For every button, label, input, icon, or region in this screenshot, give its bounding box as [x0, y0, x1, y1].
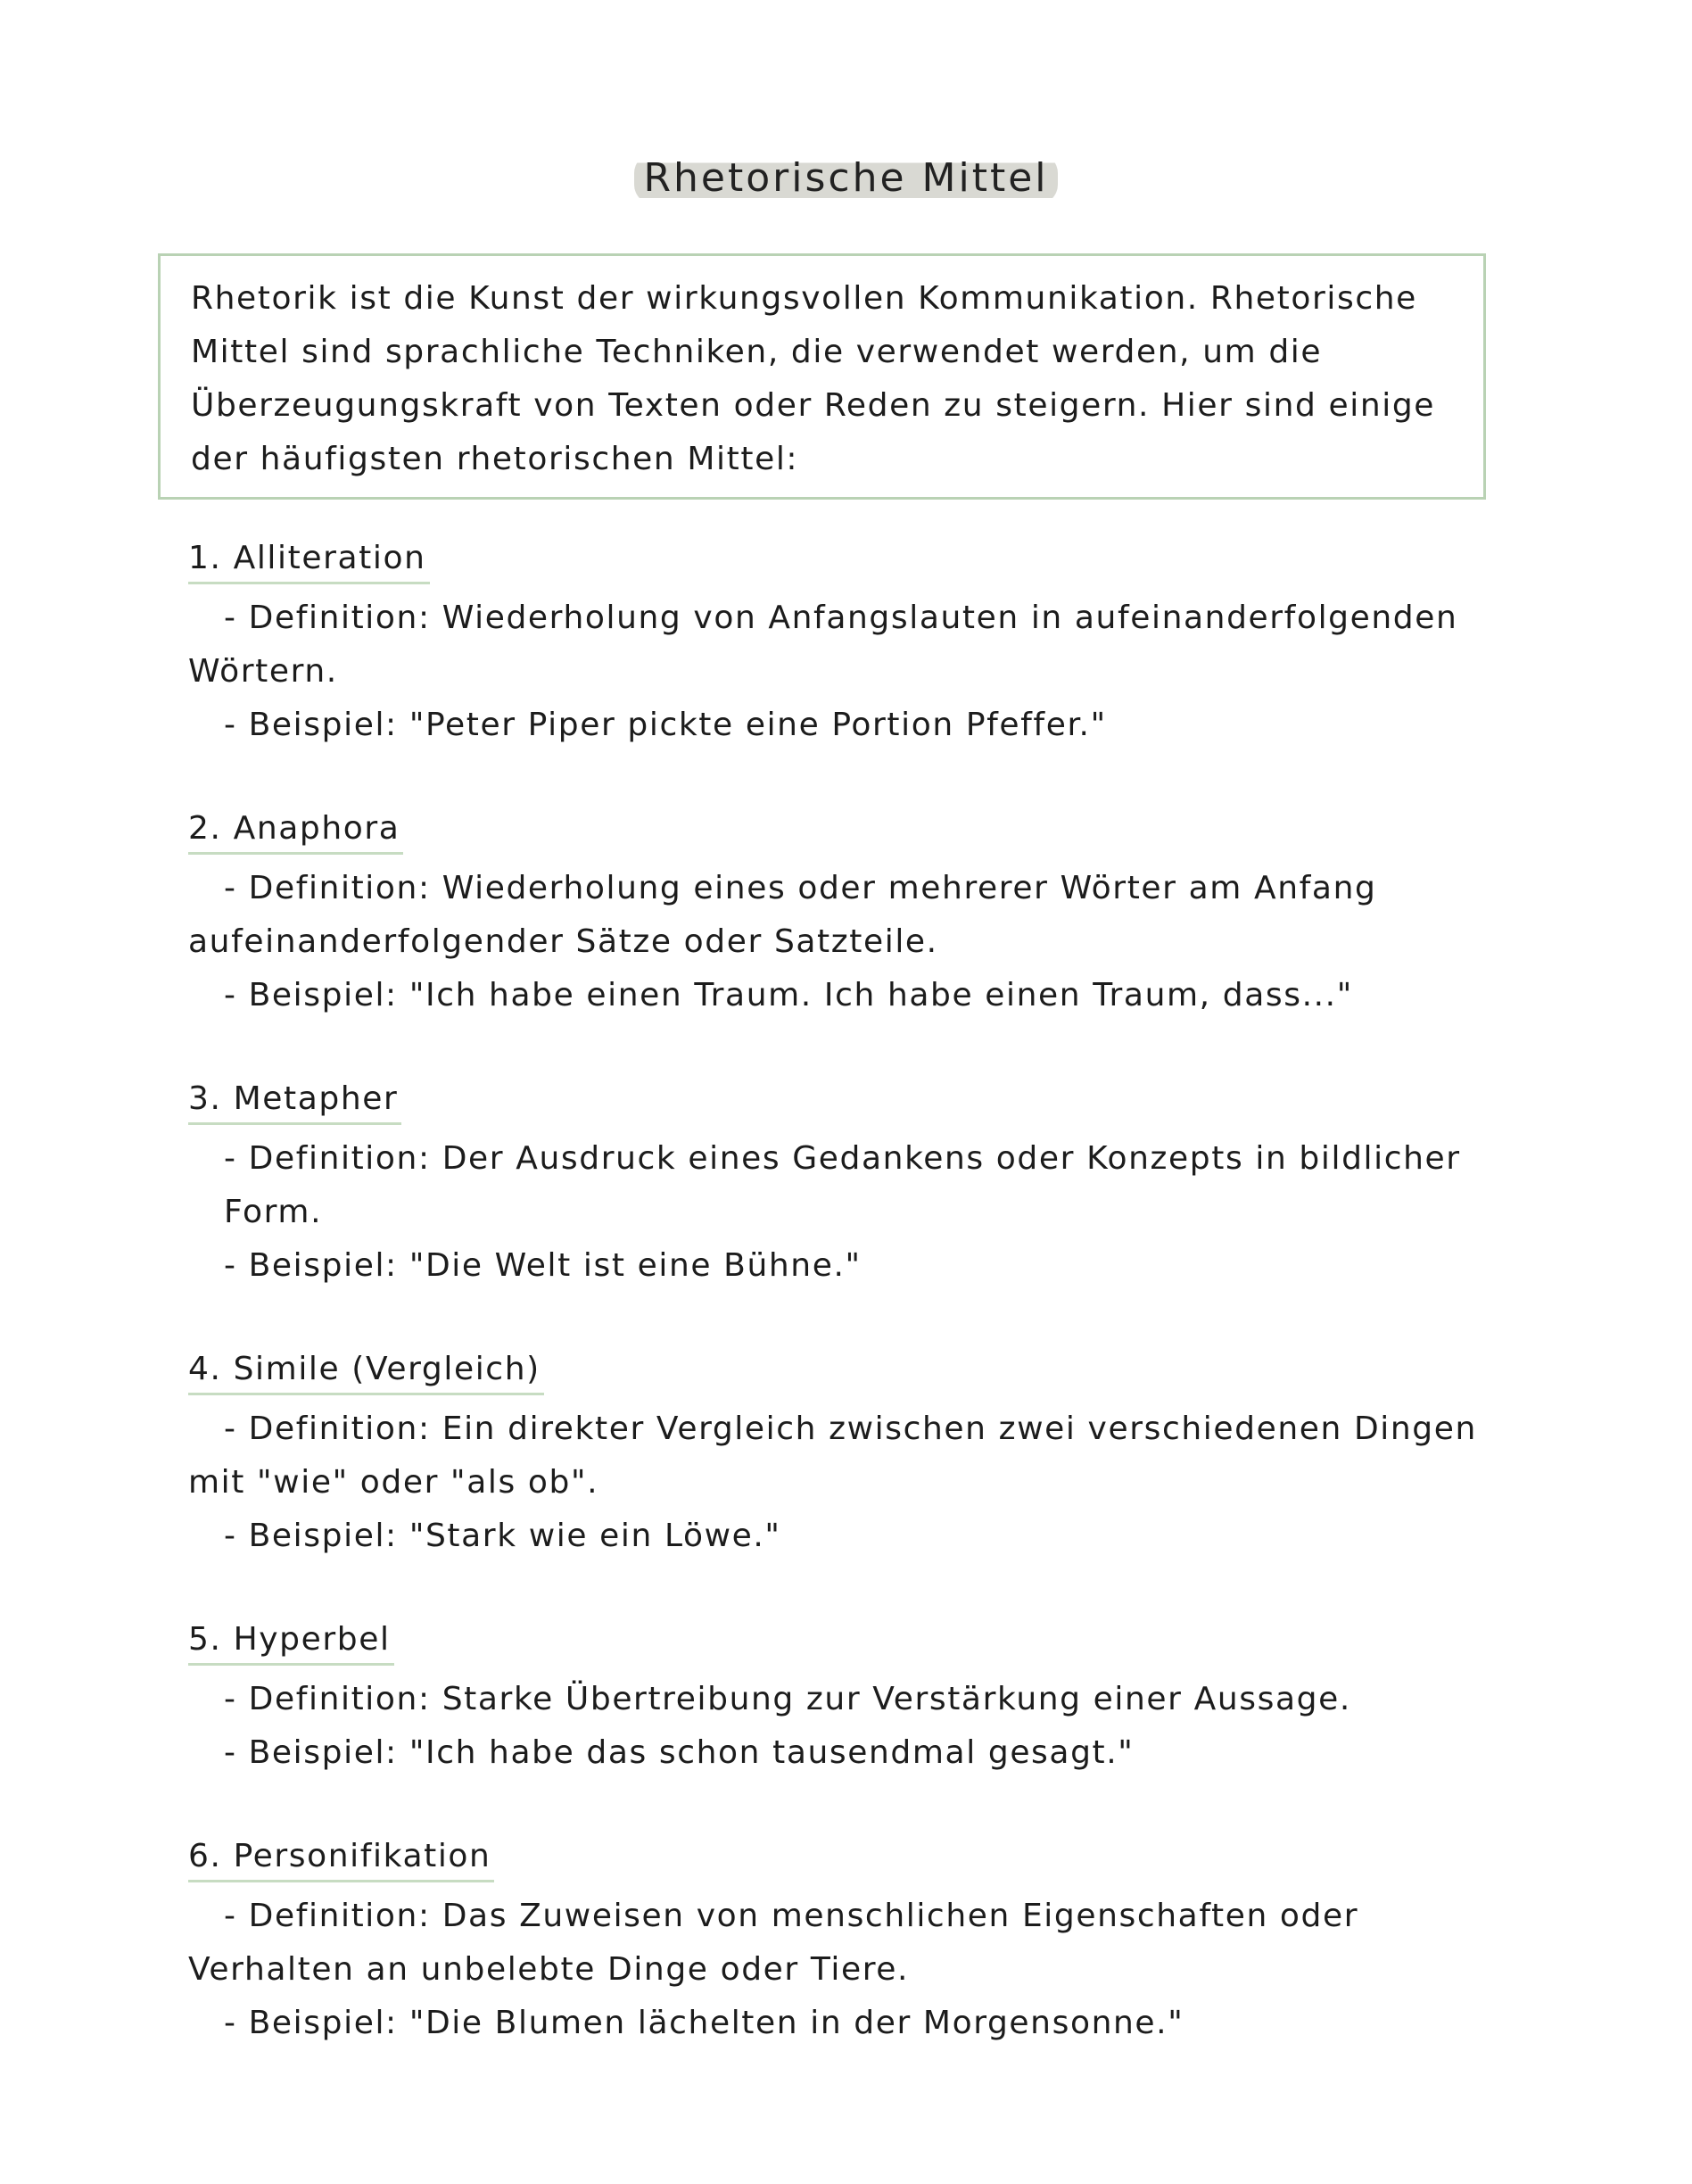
- intro-text: Rhetorik ist die Kunst der wirkungsvollen Kommunikation. Rhetorische Mittel sind sprachliche Techniken, die verwendet werden, um die Überzeugungskraft von Texten oder Reden zu steigern. Hier sind einige der häufigsten rhetorischen Mittel:: [191, 280, 1436, 477]
- item-definition: - Definition: Wiederholung von Anfangslauten in aufeinanderfolgenden Wörtern.: [188, 600, 1458, 690]
- rhetoric-list: [188, 535, 1490, 2104]
- item-heading: 1. Alliteration: [188, 535, 430, 584]
- list-item-personifikation: [188, 1833, 1490, 2050]
- item-example: - Beispiel: "Ich habe einen Traum. Ich habe einen Traum, dass...": [224, 977, 1353, 1013]
- item-heading: 6. Personifikation: [188, 1833, 494, 1882]
- item-definition: - Definition: Starke Übertreibung zur Verstärkung einer Aussage.: [224, 1681, 1351, 1717]
- item-definition: - Definition: Der Ausdruck eines Gedankens oder Konzepts in bildlicher Form.: [224, 1140, 1461, 1230]
- list-item-hyperbel: [188, 1617, 1490, 1780]
- item-example: - Beispiel: "Peter Piper pickte eine Portion Pfeffer.": [224, 707, 1107, 743]
- item-heading: 2. Anaphora: [188, 806, 403, 855]
- page-title: Rhetorische Mittel: [634, 153, 1057, 204]
- intro-box: [158, 253, 1486, 500]
- item-example: - Beispiel: "Ich habe das schon tausendmal gesagt.": [224, 1734, 1135, 1771]
- item-heading: 3. Metapher: [188, 1076, 401, 1125]
- item-heading: 5. Hyperbel: [188, 1617, 394, 1666]
- title-wrapper: [0, 153, 1692, 204]
- item-example: - Beispiel: "Die Blumen lächelten in der Morgensonne.": [224, 2005, 1184, 2041]
- list-item-anaphora: [188, 806, 1490, 1022]
- item-definition: - Definition: Wiederholung eines oder mehrerer Wörter am Anfang aufeinanderfolgender Sätze oder Satzteile.: [188, 870, 1377, 960]
- item-example: - Beispiel: "Stark wie ein Löwe.": [224, 1518, 781, 1554]
- item-heading: 4. Simile (Vergleich): [188, 1346, 544, 1395]
- list-item-alliteration: [188, 535, 1490, 752]
- item-example: - Beispiel: "Die Welt ist eine Bühne.": [224, 1247, 862, 1284]
- list-item-simile: [188, 1346, 1490, 1563]
- item-definition: - Definition: Ein direkter Vergleich zwischen zwei verschiedenen Dingen mit "wie" oder "als ob".: [188, 1410, 1477, 1501]
- item-definition: - Definition: Das Zuweisen von menschlichen Eigenschaften oder Verhalten an unbelebte Dinge oder Tiere.: [188, 1898, 1359, 1988]
- list-item-metapher: [188, 1076, 1490, 1293]
